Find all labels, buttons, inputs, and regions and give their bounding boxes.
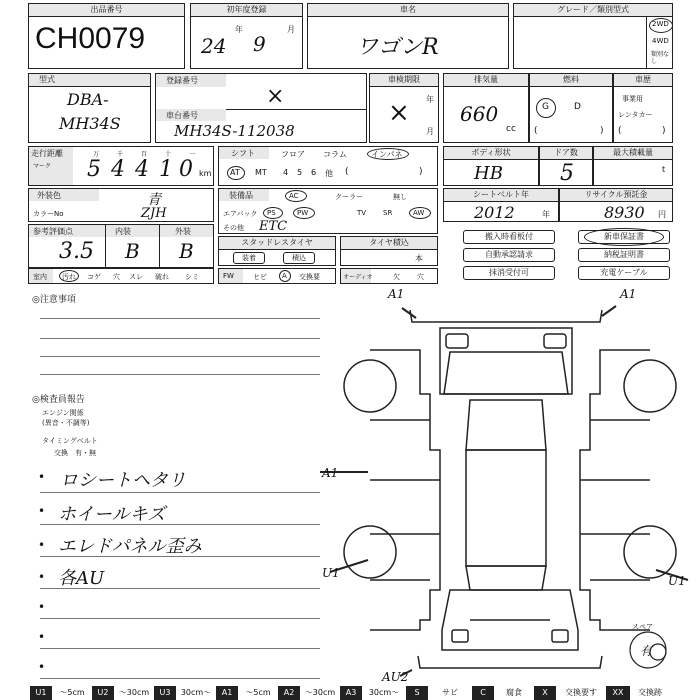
first-registration-box <box>190 3 303 69</box>
legend-key-x: X <box>534 686 556 700</box>
fuel-g: G <box>542 102 549 112</box>
report-line-5 <box>40 618 320 619</box>
grade-div-1 <box>105 225 106 267</box>
mileage-digit-5: 0 <box>179 157 193 182</box>
damage-mark-rear-right: U1 <box>668 574 686 588</box>
legend-key-u3: U3 <box>154 686 176 700</box>
timing-sub: 交換 有・無 <box>54 449 96 457</box>
state-scuff: スレ <box>129 273 143 281</box>
report-line-6 <box>40 648 320 649</box>
report-line-3 <box>40 556 320 557</box>
month-unit: 月 <box>287 25 295 34</box>
damage-mark-front-left: A1 <box>388 287 405 301</box>
legend-val-s: サビ <box>442 688 458 697</box>
fw-crack: ヒビ <box>253 273 267 281</box>
engine-sub: (異音・不調等) <box>42 419 90 427</box>
inspection-box <box>369 73 439 143</box>
registration-box <box>155 73 367 143</box>
studless-label: スタッドレスタイヤ <box>219 237 335 250</box>
mileage-unit: km <box>199 169 212 178</box>
headlight-right <box>544 334 566 348</box>
legend-val-a3: 30cm～ <box>368 688 400 697</box>
wheel-front-right <box>624 360 676 412</box>
scale-man: 万 <box>93 151 100 158</box>
interior-state-box <box>28 268 214 284</box>
color-box <box>28 188 214 222</box>
legend-key-a3: A3 <box>340 686 362 700</box>
doc-cable: 充電ケーブル <box>578 266 670 280</box>
grade-div-2 <box>159 225 160 267</box>
displacement-value: 660 <box>460 102 499 126</box>
damage-legend <box>0 686 700 700</box>
headlight-left <box>446 334 468 348</box>
seatbelt-box <box>443 188 559 222</box>
bullet-1: • <box>38 470 46 484</box>
damage-mark-side-left: A1 <box>322 466 339 480</box>
chassis-label: 車台番号 <box>166 111 198 120</box>
report-line-1 <box>40 492 320 493</box>
doors-label: ドア数 <box>540 147 592 160</box>
body-type: HB <box>474 163 503 184</box>
grade-label: グレード／類別型式 <box>514 4 672 17</box>
equip-none: 無し <box>393 193 407 201</box>
equip-airbag: エアバック <box>223 210 258 218</box>
audio-label: オーディオ <box>343 274 373 281</box>
bullet-2: • <box>38 504 46 518</box>
gear-5: 5 <box>297 168 303 177</box>
timing-label: タイミングベルト <box>42 437 98 445</box>
shift-box <box>218 146 438 186</box>
studless-fitted: 装着 <box>233 252 265 264</box>
doc-tax-cert: 納税証明書 <box>578 248 670 262</box>
body-type-box <box>443 146 539 186</box>
tire-box <box>340 236 438 266</box>
model-label: 型式 <box>29 74 150 87</box>
legend-key-u2: U2 <box>92 686 114 700</box>
state-dirt: 汚れ <box>62 273 76 281</box>
fuel-label: 燃料 <box>530 74 612 87</box>
seatbelt-label: シートベルト年 <box>444 189 558 202</box>
state-tear: 破れ <box>155 273 169 281</box>
drive-4wd: 4WD <box>652 37 669 45</box>
inspection-value: × <box>388 98 410 128</box>
first-registration-label: 初年度登録 <box>191 4 302 17</box>
legend-key-s: S <box>406 686 428 700</box>
fw-replace: 交換要 <box>299 273 320 281</box>
fuel-d: D <box>574 102 581 112</box>
equip-pw: PW <box>297 209 309 217</box>
state-stain: シミ <box>185 273 199 281</box>
shift-paren-l: ( <box>345 167 349 177</box>
equip-ps: PS <box>267 209 276 217</box>
report-line-7 <box>40 678 320 679</box>
gear-other: 他 <box>325 169 333 178</box>
legend-val-u3: 30cm～ <box>180 688 212 697</box>
model-line2: MH34S <box>59 114 121 133</box>
front-glass <box>466 400 546 450</box>
model-box <box>28 73 151 143</box>
scale-sen: 千 <box>117 151 124 158</box>
recycle-label: リサイクル預託金 <box>560 189 672 202</box>
equipment-box <box>218 188 438 234</box>
legend-val-u2: ～30cm <box>118 688 150 697</box>
legend-key-a1: A1 <box>216 686 238 700</box>
fuel-paren-l: ( <box>534 126 538 136</box>
fw-a: A <box>282 272 287 280</box>
shift-inpane: インパネ <box>371 150 403 159</box>
inspection-month-unit: 月 <box>426 127 434 136</box>
bullet-6: • <box>38 630 46 644</box>
color-label: 外装色 <box>37 191 61 200</box>
displacement-label: 排気量 <box>444 74 528 87</box>
inspection-year-unit: 年 <box>426 95 434 104</box>
equip-tv: TV <box>357 209 367 217</box>
first-registration-year: 24 <box>201 34 227 58</box>
scale-hyaku: 百 <box>141 151 148 158</box>
car-name-box <box>307 3 509 69</box>
usage-business: 事業用 <box>622 95 643 103</box>
report-item-4: 各AU <box>58 568 105 589</box>
car-name: ワゴンR <box>356 35 439 60</box>
equip-aw: AW <box>413 209 425 217</box>
car-name-label: 車名 <box>308 4 508 17</box>
report-label: ◎検査員報告 <box>32 395 85 405</box>
legend-key-xx: XX <box>606 686 630 700</box>
type-none: 類別なし <box>651 51 670 65</box>
shift-mt: MT <box>255 168 267 177</box>
taillight-right <box>552 630 568 642</box>
legend-key-u1: U1 <box>30 686 52 700</box>
usage-box <box>613 73 673 143</box>
body-type-label: ボディ形状 <box>444 147 538 160</box>
interior-grade: B <box>125 239 140 263</box>
shift-at: AT <box>230 168 240 177</box>
tire-label: タイヤ積込 <box>341 237 437 250</box>
report-item-3: エレドパネル歪み <box>58 536 202 557</box>
doors-box <box>539 146 593 186</box>
seatbelt-unit: 年 <box>542 210 550 219</box>
audio-missing: 欠 <box>393 273 400 281</box>
report-line-2 <box>40 524 320 525</box>
exterior-grade-label: 外装 <box>175 227 191 236</box>
bullet-7: • <box>38 660 46 674</box>
engine-label: エンジン関係 <box>42 409 84 417</box>
meter-mark: マーク <box>33 163 52 170</box>
grades-box <box>28 224 214 268</box>
legend-val-x: 交換要す <box>565 688 597 697</box>
usage-paren-r: ) <box>662 126 666 136</box>
windshield-box <box>218 268 336 284</box>
exterior-grade: B <box>179 239 194 263</box>
report-item-2: ホイールキズ <box>58 504 166 525</box>
audio-box <box>340 268 438 284</box>
gear-4: 4 <box>283 168 289 177</box>
taillight-left <box>452 630 468 642</box>
inpane-circle <box>367 148 409 160</box>
bullet-5: • <box>38 600 46 614</box>
chassis-number: MH34S-112038 <box>174 122 295 140</box>
equip-ac: AC <box>289 192 299 200</box>
shift-column: コラム <box>323 150 347 159</box>
bullet-4: • <box>38 570 46 584</box>
legend-val-u1: ～5cm <box>59 688 85 697</box>
model-line1: DBA- <box>67 90 109 109</box>
damage-mark-rear-bumper: AU2 <box>382 670 409 684</box>
legend-val-a1: ～5cm <box>245 688 271 697</box>
report-line-4 <box>40 588 320 589</box>
overall-grade-label: 参考評価点 <box>33 227 73 236</box>
rear-bumper <box>418 656 602 668</box>
equip-other: ETC <box>259 219 288 234</box>
damage-mark-front-right: A1 <box>620 287 637 301</box>
mileage-box <box>28 146 214 186</box>
lot-number: CH0079 <box>35 22 146 55</box>
color-value: 青 <box>147 192 161 208</box>
usage-paren-l: ( <box>618 126 622 136</box>
notes-label: ◎注意事項 <box>32 295 76 305</box>
mileage-label: 走行距離 <box>31 149 63 158</box>
equip-cooler: クーラー <box>335 193 363 201</box>
drive-2wd: 2WD <box>652 20 669 28</box>
rear-glass <box>466 566 546 590</box>
mileage-digit-4: 1 <box>159 157 173 182</box>
legend-key-c: C <box>472 686 494 700</box>
usage-label: 車歴 <box>614 74 672 87</box>
color-code: ZJH <box>141 206 167 221</box>
doc-warranty: 新車保証書 <box>578 230 670 244</box>
shift-floor: フロア <box>281 150 305 159</box>
fuel-paren-r: ) <box>600 126 604 136</box>
notes-line-4 <box>40 374 320 375</box>
state-burn: コゲ <box>87 273 101 281</box>
front-bumper <box>410 310 602 322</box>
fw-label: FW <box>223 272 234 280</box>
doors: 5 <box>560 161 574 186</box>
legend-val-xx: 交換跡 <box>638 688 662 697</box>
overall-grade: 3.5 <box>59 239 94 264</box>
doc-signboard: 搬入時看板付 <box>463 230 555 244</box>
warranty-circle <box>584 228 664 246</box>
color-code-label: カラーNo <box>33 210 64 218</box>
hood-panel <box>440 328 572 394</box>
usage-rental: レンタカー <box>618 111 653 119</box>
gear-6: 6 <box>311 168 317 177</box>
audio-hole: 穴 <box>417 273 424 281</box>
displacement-box <box>443 73 529 143</box>
doc-cancel: 抹消受付可 <box>463 266 555 280</box>
mileage-digit-1: 5 <box>87 157 101 182</box>
notes-line-3 <box>40 356 320 357</box>
equip-sr: SR <box>383 209 393 217</box>
recycle-fee: 8930 <box>604 203 645 222</box>
tire-unit: 本 <box>415 254 423 263</box>
legend-val-c: 腐食 <box>506 688 522 697</box>
spare-mark-circle <box>650 644 666 660</box>
mileage-digit-2: 4 <box>111 157 125 182</box>
shift-paren-r: ) <box>419 167 423 177</box>
studless-loaded: 積込 <box>283 252 315 264</box>
recycle-box <box>559 188 673 222</box>
doc-auto-approval: 自動承認請求 <box>463 248 555 262</box>
year-unit: 年 <box>235 25 243 34</box>
damage-mark-rear-left: U1 <box>322 566 340 580</box>
lot-number-box <box>28 3 185 69</box>
scale-juu: 十 <box>165 151 172 158</box>
first-registration-month: 9 <box>253 32 266 56</box>
recycle-unit: 円 <box>658 210 666 219</box>
notes-line-2 <box>40 338 320 339</box>
fuel-box <box>529 73 613 143</box>
capacity-label: 最大積載量 <box>594 147 672 160</box>
displacement-unit: cc <box>506 124 516 134</box>
legend-val-a2: ～30cm <box>304 688 336 697</box>
grade-box <box>513 3 673 69</box>
roof-panel <box>466 450 546 566</box>
inspection-label: 車検期限 <box>370 74 438 87</box>
shift-label: シフト <box>231 149 255 158</box>
mileage-digit-3: 4 <box>135 157 149 182</box>
bullet-3: • <box>38 538 46 552</box>
notes-line-1 <box>40 318 320 319</box>
spare-label: スペア <box>632 623 653 631</box>
registration-label: 登録番号 <box>166 76 198 85</box>
wheel-front-left <box>344 360 396 412</box>
report-item-1: ロシートヘタリ <box>60 470 186 491</box>
spare-value: 有 <box>640 644 653 658</box>
seatbelt-year: 2012 <box>474 203 515 222</box>
interior-state-label: 室内 <box>33 273 47 281</box>
capacity-box <box>593 146 673 186</box>
state-hole: 穴 <box>113 273 120 281</box>
legend-key-a2: A2 <box>278 686 300 700</box>
studless-box <box>218 236 336 266</box>
interior-grade-label: 内装 <box>115 227 131 236</box>
lot-number-label: 出品番号 <box>29 4 184 17</box>
capacity-unit: t <box>662 165 666 174</box>
registration-value: × <box>266 84 285 109</box>
equipment-label: 装備品 <box>229 191 253 200</box>
scale-ichi: 一 <box>189 151 196 158</box>
equip-other-label: その他 <box>223 224 244 232</box>
